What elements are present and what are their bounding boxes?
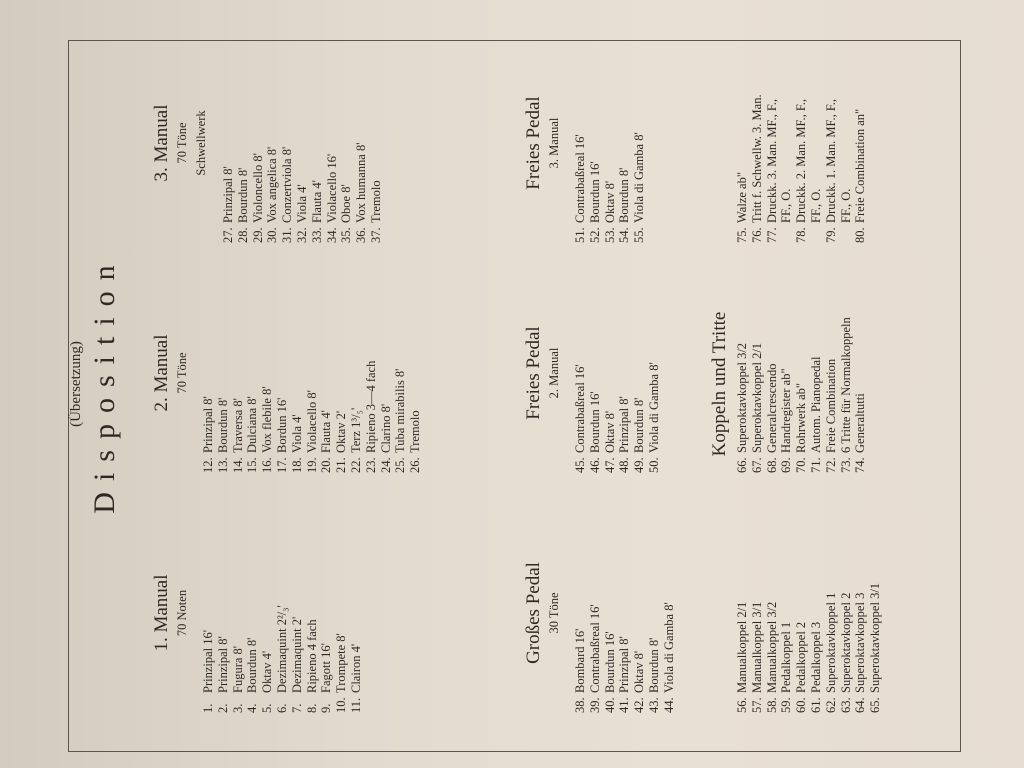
stop-item <box>617 513 632 713</box>
stop-item <box>280 43 295 243</box>
stop-number: 56. <box>735 697 749 713</box>
stop-number: 80. <box>853 227 868 243</box>
stop-number: 24. <box>378 457 393 473</box>
stop-list <box>573 273 662 473</box>
stop-name: Clarino 8' <box>378 403 393 453</box>
stop-item <box>735 243 750 473</box>
stop-name: Superoktavkoppel 3/1 <box>868 582 883 693</box>
stop-item <box>339 43 354 243</box>
section-grosses-pedal <box>522 513 677 713</box>
stop-number: 7. <box>289 703 304 713</box>
stop-number: 35. <box>339 227 354 243</box>
stop-number: 43. <box>646 697 661 713</box>
stop-name: Prinzipal 8' <box>617 636 632 693</box>
stop-item <box>573 513 588 713</box>
stop-item <box>779 13 794 243</box>
stop-number: 51. <box>573 227 587 243</box>
stop-name: Superoktavkoppel 1 <box>823 592 838 693</box>
stop-item <box>603 43 618 243</box>
section-heading: Freies Pedal <box>523 326 544 420</box>
stop-number: 23. <box>363 457 378 473</box>
stop-number: 39. <box>587 697 602 713</box>
stop-item <box>735 483 750 713</box>
stop-number: 55. <box>632 227 647 243</box>
section-freies-pedal-2 <box>522 273 662 473</box>
stop-number: 9. <box>319 703 334 713</box>
stop-item <box>824 243 839 473</box>
section-heading: 2. Manual <box>151 334 172 412</box>
stop-name: FF., O. <box>808 188 823 223</box>
koppeln-column-1 <box>735 483 883 713</box>
stop-name: Tuba mirabilis 8' <box>393 368 408 453</box>
section-subheading: 70 Töne <box>175 352 189 394</box>
stop-name: Viola di Gamba 8' <box>646 362 661 453</box>
stop-item <box>334 513 349 713</box>
stop-name: Vox flebile 8' <box>260 386 275 453</box>
section-heading: Freies Pedal <box>523 96 544 190</box>
stop-name: Contrabaßreal 16' <box>573 134 587 223</box>
stop-item <box>295 43 310 243</box>
stop-name: Oktav 8' <box>602 180 617 223</box>
koppeln-heading: Koppeln und Tritte <box>709 311 730 457</box>
stop-item <box>809 243 824 473</box>
stop-name: Bourdun 16' <box>587 161 602 223</box>
stop-name: Rohrwerk ab" <box>794 382 809 453</box>
stop-name: Walze ab" <box>735 172 749 223</box>
stop-name: Violacello 16' <box>324 153 339 223</box>
stop-number: 8. <box>304 703 319 713</box>
stop-item <box>750 243 765 473</box>
stop-name: Superoktavkoppel 3/2 <box>735 342 749 453</box>
stop-number: 78. <box>794 227 809 243</box>
stop-item <box>779 243 794 473</box>
stop-item <box>632 43 647 243</box>
stop-name: Oktav 8' <box>632 650 647 693</box>
stop-name: Violoncello 8' <box>250 153 265 223</box>
stop-number: 30. <box>265 227 280 243</box>
stop-name: Contrabaßreal 16' <box>573 364 587 453</box>
stop-name: FF., O. <box>838 188 853 223</box>
stop-item <box>349 513 364 713</box>
stop-item <box>354 43 369 243</box>
stop-name: Generalcrescendo <box>764 363 779 453</box>
stop-item <box>794 13 809 243</box>
stop-number: 69. <box>779 457 794 473</box>
stop-name: Bourdun 16' <box>602 631 617 693</box>
stop-item <box>839 13 854 243</box>
stop-number: 14. <box>230 457 245 473</box>
stop-item <box>201 513 216 713</box>
stop-name: Viola 4' <box>294 184 309 223</box>
stop-number: 44. <box>661 697 676 713</box>
section-manual-2 <box>150 273 423 473</box>
stop-item <box>290 513 305 713</box>
stop-name: 6 Tritte für Normalkoppeln <box>838 317 853 453</box>
stop-item <box>824 13 839 243</box>
stop-name: Bourdun 8' <box>646 637 661 693</box>
stop-number: 57. <box>749 697 764 713</box>
stop-name: Violacello 8' <box>304 390 319 453</box>
stop-number: 62. <box>823 697 838 713</box>
stop-item <box>765 483 780 713</box>
stop-name: Druckk. 2. Man. MF., F., <box>794 98 809 223</box>
stop-name: FF., O. <box>779 188 794 223</box>
stop-number: 77. <box>764 227 779 243</box>
stop-item <box>319 513 334 713</box>
stop-item <box>236 43 251 243</box>
stop-item <box>632 513 647 713</box>
stop-name: Pedalkoppel 2 <box>794 621 809 693</box>
stop-item <box>260 273 275 473</box>
stop-number: 38. <box>573 697 587 713</box>
stop-item <box>868 483 883 713</box>
section-manual-3 <box>150 43 384 243</box>
stop-number: 26. <box>408 457 423 473</box>
stop-item <box>809 13 824 243</box>
stop-name: Traversa 8' <box>230 398 245 453</box>
stop-list <box>201 513 364 713</box>
stop-name: Contrabaßreal 16' <box>587 604 602 693</box>
stop-name: Flauta 4' <box>319 410 334 453</box>
stop-number: 22. <box>348 457 363 473</box>
stop-name: Pedalkoppel 3 <box>808 621 823 693</box>
stop-name: Bordun 16' <box>274 397 289 453</box>
stop-item <box>231 513 246 713</box>
stop-name: Superoktavkoppel 3 <box>853 592 868 693</box>
stop-list <box>735 243 868 473</box>
stop-name: Dulciana 8' <box>245 396 260 453</box>
stop-number: 76. <box>749 227 764 243</box>
stop-item <box>231 273 246 473</box>
stop-number: 46. <box>587 457 602 473</box>
stop-number: 6. <box>274 703 289 713</box>
stop-number: 17. <box>274 457 289 473</box>
stop-item <box>735 13 750 243</box>
stop-name: Freie Combination an" <box>853 108 868 223</box>
stop-name: Oktav 8' <box>602 410 617 453</box>
stop-item <box>809 483 824 713</box>
stop-number: 25. <box>393 457 408 473</box>
stop-list <box>573 43 647 243</box>
stop-item <box>305 273 320 473</box>
stop-number: 49. <box>632 457 647 473</box>
stop-item <box>265 43 280 243</box>
stop-name: Bourdun 8' <box>632 397 647 453</box>
stop-number: 33. <box>309 227 324 243</box>
stop-item <box>794 243 809 473</box>
stop-item <box>750 483 765 713</box>
document-title: Disposition <box>88 254 121 514</box>
stop-name: Prinzipal 8' <box>215 636 230 693</box>
stop-name: Viola di Gamba 8' <box>661 602 676 693</box>
stop-name: Prinzipal 8' <box>201 396 215 453</box>
stop-number: 45. <box>573 457 587 473</box>
stop-number: 32. <box>294 227 309 243</box>
section-heading: Großes Pedal <box>523 562 544 664</box>
stop-number: 58. <box>764 697 779 713</box>
stop-number: 29. <box>250 227 265 243</box>
stop-number: 74. <box>853 457 868 473</box>
koppeln-column-2 <box>735 243 868 473</box>
section-heading: 3. Manual <box>151 104 172 182</box>
stop-number: 50. <box>646 457 661 473</box>
stop-number: 66. <box>735 457 749 473</box>
stop-item <box>216 513 231 713</box>
stop-item <box>275 513 290 713</box>
stop-name: Dezimaquint 2²/₃' <box>274 605 289 693</box>
section-manual-1 <box>150 513 364 713</box>
stop-number: 71. <box>808 457 823 473</box>
document-subtitle: (Übersetzung) <box>68 341 84 427</box>
stop-item <box>853 483 868 713</box>
stop-item <box>765 243 780 473</box>
stop-name: Ripieno 4 fach <box>304 619 319 693</box>
stop-list <box>201 273 423 473</box>
stop-number: 11. <box>348 697 363 713</box>
stop-item <box>779 483 794 713</box>
stop-item <box>245 273 260 473</box>
stop-item <box>588 273 603 473</box>
stop-name: Bombard 16' <box>573 628 587 693</box>
stop-number: 4. <box>245 703 260 713</box>
stop-name: Flauta 4' <box>309 180 324 223</box>
stop-item <box>221 43 236 243</box>
stop-item <box>275 273 290 473</box>
section-subheading: 3. Manual <box>547 117 561 169</box>
stop-number: 34. <box>324 227 339 243</box>
stop-name: Bourdun 8' <box>235 167 250 223</box>
stop-item <box>325 43 340 243</box>
stop-number: 20. <box>319 457 334 473</box>
stop-number: 27. <box>221 227 235 243</box>
stop-number: 52. <box>587 227 602 243</box>
stop-number: 28. <box>235 227 250 243</box>
section-subheading-2: Schwellwerk <box>194 110 208 176</box>
stop-name: Trompete 8' <box>334 633 349 693</box>
stop-name: Oktav 2' <box>334 410 349 453</box>
stop-name: Viola di Gamba 8' <box>632 132 647 223</box>
stop-name: Conzertviola 8' <box>280 146 295 223</box>
stop-number: 31. <box>280 227 295 243</box>
section-subheading: 70 Töne <box>175 122 189 164</box>
stop-name: Druckk. 1. Man. MF., F., <box>823 98 838 223</box>
stop-name: Pedalkoppel 1 <box>779 621 794 693</box>
stop-item <box>251 43 266 243</box>
stop-name: Clairon 4' <box>348 643 363 693</box>
stop-item <box>824 483 839 713</box>
stop-name: Manualkoppel 3/1 <box>749 601 764 693</box>
stop-item <box>750 13 765 243</box>
stop-name: Druckk. 3. Man. MF., F., <box>764 98 779 223</box>
stop-item <box>839 243 854 473</box>
stop-name: Prinzipal 16' <box>201 629 215 693</box>
stop-name: Tremolo <box>368 180 383 223</box>
section-heading: 1. Manual <box>151 574 172 652</box>
stop-item <box>290 273 305 473</box>
stop-number: 61. <box>808 697 823 713</box>
stop-name: Freie Combination <box>823 358 838 453</box>
stop-number: 63. <box>838 697 853 713</box>
stop-name: Bourdun 8' <box>617 167 632 223</box>
stop-number: 21. <box>334 457 349 473</box>
stop-item <box>319 273 334 473</box>
stop-item <box>588 513 603 713</box>
stop-number: 15. <box>245 457 260 473</box>
stop-number: 59. <box>779 697 794 713</box>
stop-item <box>201 273 216 473</box>
stop-item <box>853 13 868 243</box>
stop-item <box>794 483 809 713</box>
section-subheading: 30 Töne <box>547 592 561 634</box>
stop-item <box>765 13 780 243</box>
stop-item <box>349 273 364 473</box>
stop-number: 48. <box>617 457 632 473</box>
stop-item <box>853 243 868 473</box>
stop-number: 13. <box>215 457 230 473</box>
stop-item <box>334 273 349 473</box>
stop-name: Handregister ab" <box>779 368 794 453</box>
stop-number: 19. <box>304 457 319 473</box>
stop-item <box>369 43 384 243</box>
stop-name: Terz 1³/₅' <box>348 407 363 453</box>
stop-item <box>379 273 394 473</box>
stop-name: Bourdun 16' <box>587 391 602 453</box>
stop-number: 64. <box>853 697 868 713</box>
stop-number: 42. <box>632 697 647 713</box>
stop-number: 73. <box>838 457 853 473</box>
stop-number: 65. <box>868 697 883 713</box>
stop-name: Bourdun 8' <box>245 637 260 693</box>
stop-name: Prinzipal 8' <box>617 396 632 453</box>
stop-name: Fugura 8' <box>230 645 245 693</box>
section-subheading: 70 Noten <box>175 589 189 637</box>
section-freies-pedal-3 <box>522 43 647 243</box>
stop-item <box>310 43 325 243</box>
stop-name: Dezimaquint 2' <box>289 616 304 693</box>
stop-item <box>839 483 854 713</box>
stop-item <box>662 513 677 713</box>
stop-number: 18. <box>289 457 304 473</box>
stop-item <box>603 273 618 473</box>
stop-name: Superoktavkoppel 2 <box>838 592 853 693</box>
stop-name: Oktav 4' <box>260 650 275 693</box>
stop-item <box>573 43 588 243</box>
stop-item <box>647 513 662 713</box>
stop-number: 5. <box>260 703 275 713</box>
stop-item <box>305 513 320 713</box>
stop-name: Prinzipal 8' <box>221 166 235 223</box>
stop-number: 67. <box>749 457 764 473</box>
stop-item <box>617 43 632 243</box>
stop-item <box>588 43 603 243</box>
stop-item <box>603 513 618 713</box>
stop-number: 37. <box>368 227 383 243</box>
stop-name: Oboe 8' <box>339 184 354 223</box>
stop-number: 72. <box>823 457 838 473</box>
stop-name: Autom. Pianopedal <box>808 356 823 453</box>
stop-item <box>245 513 260 713</box>
stop-name: Vox angelica 8' <box>265 146 280 223</box>
stop-item <box>632 273 647 473</box>
stop-name: Viola 4' <box>289 414 304 453</box>
stop-item <box>408 273 423 473</box>
stop-name: Ripieno 3—4 fach <box>363 360 378 453</box>
koppeln-column-3 <box>735 13 868 243</box>
stop-item <box>647 273 662 473</box>
stop-list <box>573 513 677 713</box>
stop-name: Tritt f. Schwellw. 3. Man. <box>749 94 764 223</box>
stop-number: 1. <box>201 703 215 713</box>
stop-number: 40. <box>602 697 617 713</box>
stop-number: 47. <box>602 457 617 473</box>
stop-number: 70. <box>794 457 809 473</box>
stop-number: 16. <box>260 457 275 473</box>
stop-item <box>364 273 379 473</box>
stop-number: 2. <box>215 703 230 713</box>
stop-item <box>260 513 275 713</box>
stop-list <box>735 483 883 713</box>
stop-number: 68. <box>764 457 779 473</box>
stop-number: 54. <box>617 227 632 243</box>
stop-name: Generaltutti <box>853 393 868 453</box>
stop-list <box>221 43 384 243</box>
stop-number: 60. <box>794 697 809 713</box>
stop-number: 75. <box>735 227 749 243</box>
stop-number: 12. <box>201 457 215 473</box>
stop-name: Tremolo <box>408 410 423 453</box>
section-subheading: 2. Manual <box>547 347 561 399</box>
stop-number: 53. <box>602 227 617 243</box>
stop-number: 10. <box>334 697 349 713</box>
stop-name: Bourdun 8' <box>215 397 230 453</box>
stop-name: Manualkoppel 3/2 <box>764 601 779 693</box>
stop-name: Superoktavkoppel 2/1 <box>749 342 764 453</box>
stop-number: 79. <box>823 227 838 243</box>
stop-number: 3. <box>230 703 245 713</box>
stop-name: Manualkoppel 2/1 <box>735 601 749 693</box>
stop-number: 36. <box>354 227 369 243</box>
stop-item <box>617 273 632 473</box>
stop-item <box>216 273 231 473</box>
stop-name: Fagott 16' <box>319 643 334 693</box>
stop-list <box>735 13 868 243</box>
stop-item <box>573 273 588 473</box>
stop-number: 41. <box>617 697 632 713</box>
stop-item <box>393 273 408 473</box>
stop-name: Vox humanna 8' <box>354 142 369 223</box>
